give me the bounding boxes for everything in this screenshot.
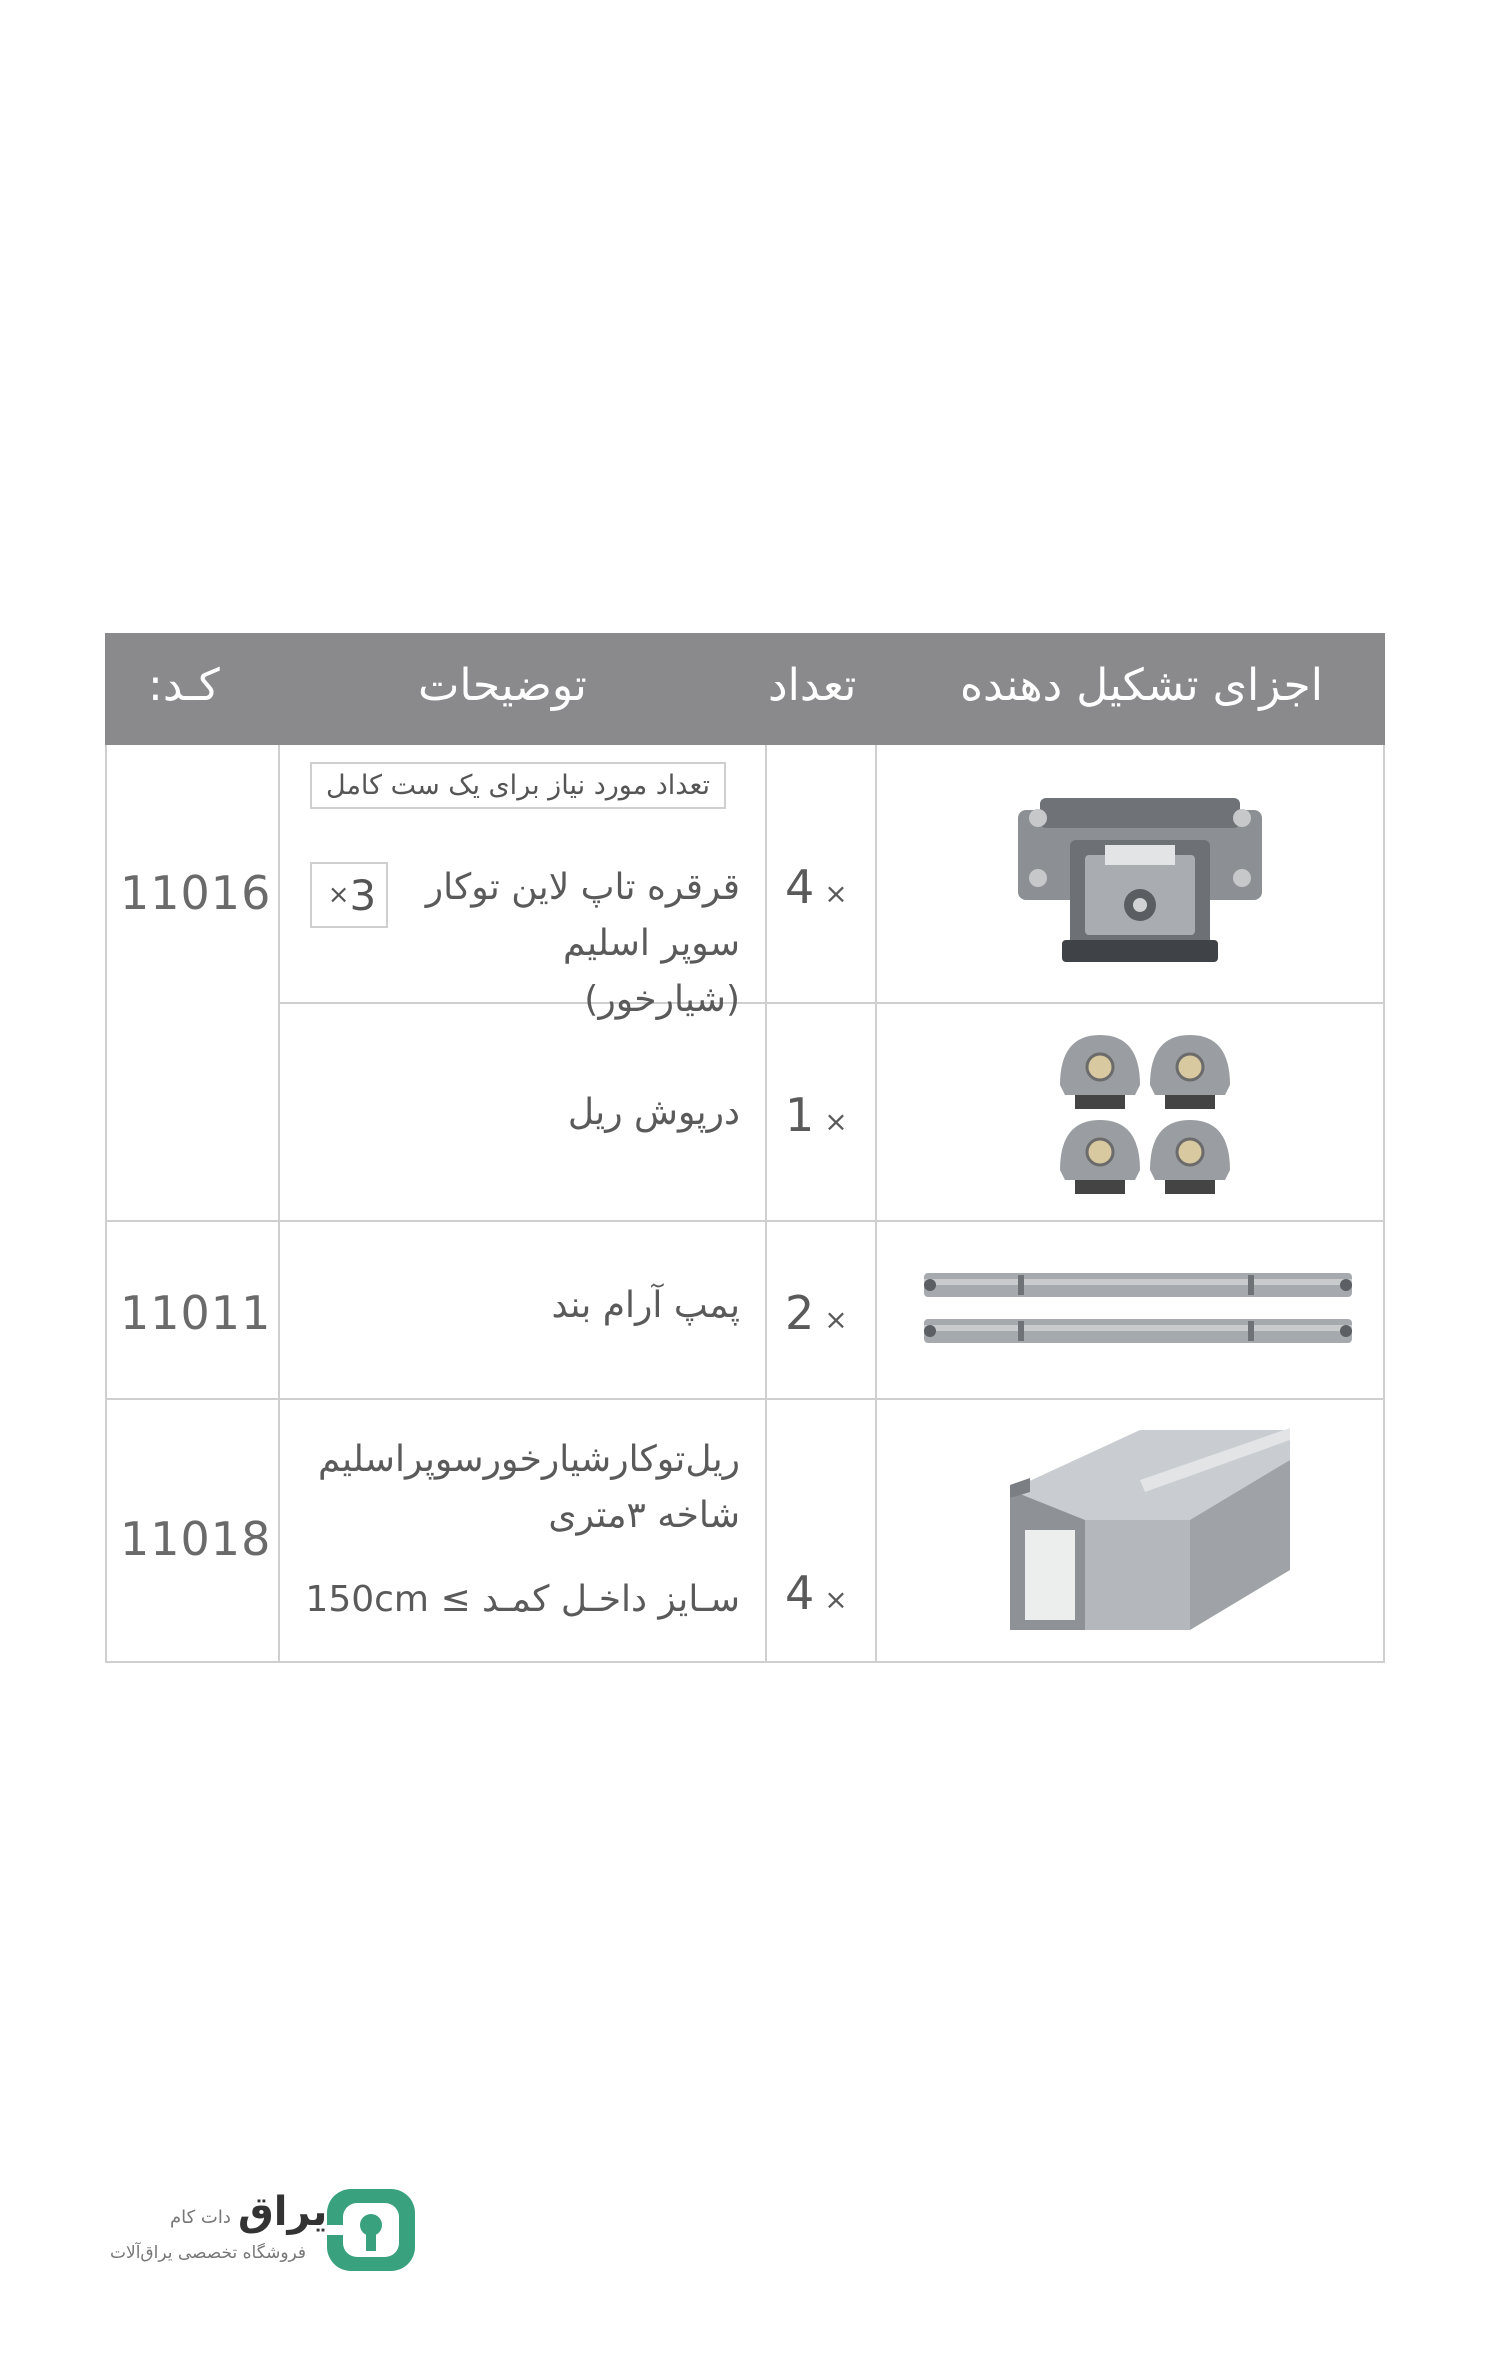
yaragh-keyhole-logo-icon xyxy=(323,2185,419,2275)
multiply-symbol: × xyxy=(327,880,350,910)
rail-description xyxy=(300,1432,740,1544)
rail-quantity xyxy=(785,1566,848,1620)
roller-image xyxy=(1010,790,1270,970)
divider xyxy=(105,1220,1385,1222)
pumps-code: 11011 xyxy=(120,1286,272,1340)
header-description: توضیحات xyxy=(418,660,587,711)
brand-suffix: دات کام xyxy=(170,2207,231,2228)
header-quantity: تعداد xyxy=(768,660,857,711)
pumps-quantity-value: 2 xyxy=(785,1286,815,1340)
rail-description-line1: ریل‌توکارشیارخورسوپراسلیم xyxy=(318,1439,740,1480)
set-multiplier-value: 3 xyxy=(349,870,377,920)
multiply-symbol: × xyxy=(824,877,848,910)
soft-close-pumps-image xyxy=(918,1265,1358,1360)
end-caps-quantity-value: 1 xyxy=(785,1088,815,1142)
roller-description-line1: قرقره تاپ لاین توکار xyxy=(425,867,740,908)
header-components: اجزای تشکیل دهنده xyxy=(960,660,1323,711)
roller-quantity-value: 4 xyxy=(785,860,815,914)
rail-size-note: سـایز داخـل کمـد ≥ 150cm xyxy=(305,1579,740,1620)
brand-tagline: فروشگاه تخصصی یراق‌آلات xyxy=(110,2243,307,2263)
rail-quantity-value: 4 xyxy=(785,1566,815,1620)
roller-description xyxy=(400,860,740,1028)
pumps-quantity xyxy=(785,1286,848,1340)
rail-description-line2: شاخه ۳متری xyxy=(548,1495,740,1536)
header-code: کـد: xyxy=(148,660,220,711)
divider xyxy=(105,1398,1385,1400)
aluminium-rail-image xyxy=(990,1420,1300,1640)
divider xyxy=(278,745,280,1663)
roller-description-line2: سوپر اسلیم (شیارخور) xyxy=(563,923,740,1020)
multiply-symbol: × xyxy=(824,1303,848,1336)
set-requirement-note: تعداد مورد نیاز برای یک ست کامل xyxy=(310,762,726,809)
roller-code: 11016 xyxy=(120,866,272,920)
divider xyxy=(875,745,877,1663)
set-multiplier-box xyxy=(310,862,388,928)
multiply-symbol: × xyxy=(824,1583,848,1616)
end-caps-description: درپوش ریل xyxy=(567,1092,740,1133)
pumps-description: پمپ آرام بند xyxy=(551,1285,740,1326)
brand-logo xyxy=(108,2185,438,2275)
roller-quantity xyxy=(785,860,848,914)
multiply-symbol: × xyxy=(824,1105,848,1138)
divider xyxy=(765,745,767,1663)
rail-code: 11018 xyxy=(120,1512,272,1566)
end-caps-quantity xyxy=(785,1088,848,1142)
end-caps-image xyxy=(1050,1025,1240,1205)
brand-name: یراق xyxy=(238,2189,328,2235)
